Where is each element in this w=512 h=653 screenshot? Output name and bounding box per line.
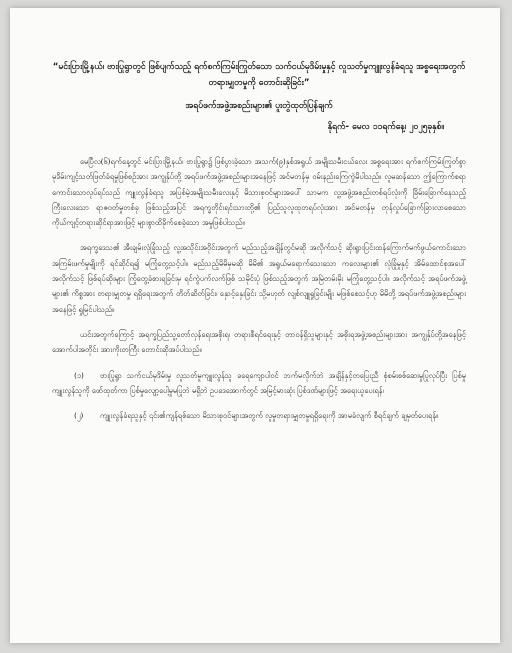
document-subheading: အရပ်ဖက်အဖွဲ့အစည်းများ၏ ပူးတွဲထုတ်ပြန်ချက် xyxy=(185,101,333,111)
demand-text: ကျူးလွန်ခံရသူနှင့် ၎င်း၏ကျန်ရစ်သော မိသားစုဝင်များအတွက် လူမှုတရားမျှတမှုရရှိရေးကို အာမခံလျက် စီရင်ချက် ချမှတ်ပေးရန်။ xyxy=(100,411,439,421)
body-paragraph: အရက္ခဒေသ၏ အီးချမ်းလုံခြုံသည့် လူ့အသိုင်းအဝိုင်းအတွက် မည်သည့်အချိန်တွင်မဆို အလိုက်သင့် ဆိုးရွားပြင်းထန်ကြောက်မက်ဖွယ်ကောင်းသော အကြမ်းဖက်မှုမျိုးကို ရင်ဆိုင်ရ၍ မကြုံတွေ့သင့်ပါ။ မည်သည့်မိမိမှမဆို မိမိ၏ အရွယ်မရောက်သေးသော ကလေးများ၏ လုံခြုံမှုနှင့် အိမ်ထောင်စုအပေါ် အလိုက်သင့် ဖြစ်ရပ်ဆိုးများ ကြုံတွေ့ခံစားရခြင်းမှ ရင်ကွဲပက်လက်ဖြစ် သမိုင်းပုံ ဖြစ်သည့်အတွက် အမြဲတမ်းမိုး မကြုံတွေ့သင့်ပါ။ အလိုက်သင့် အရပ်ဖက်အဖွဲ့များ၏ ကိစ္စအား တရားမျှတမှု ရရှိရေးအတွက် တိတ်ဆိတ်ခြင်း၊ နှောင့်နှေးခြင်း သို့မဟုတ် လျစ်လျူရှုခြင်းမျိုး မဖြစ်စေသင့်ဟု မိမိတို့ အရပ်ဖက်အဖွဲ့အစည်းများ အနေဖြင့် ရှုမြင်ပါသည်။ xyxy=(52,243,466,314)
demand-text: ဗားပြုရွာ သက်ငယ်မုဒိမ်းမှု လူသတ်မှုကျူးလွန်သူ ခရေကျောပါဝင် ဘက်မလိုက်ဘဲ အချိန်နှင့်တပြေးညီ စုံစမ်းစစ်ဆေးမှုပြုလုပ်ပြီး ပြစ်မှုကျူးလွန်သူကို ဖော်ထုတ်ကာ ပြစ်မှုလျော့ပေါ့မှုမပြုဘဲ မရှိဘဲ ဥပဒေအောက်တွင် အမြင့်မားဆုံး ပြစ်ဒဏ်များဖြင့် အရေးယူပေးရန်၊ xyxy=(52,370,466,395)
document-headline: “မင်းပြားမြို့နယ်၊ ဗားပြုရွာတွင် ဖြစ်ပျက်သည့် ရက်စက်ကြမ်းကြုတ်သော သက်ငယ်မုဒိမ်းမှုနှင့် လူသတ်မှုကျူးလွန်ခံရသူ အစ္စရေးအတွက် တရားမျှတမှုကို တောင်းဆိုခြင်း” xyxy=(52,62,466,88)
demand-number: (၁) xyxy=(74,370,84,380)
demand-item xyxy=(52,408,466,423)
document-page xyxy=(10,8,500,643)
document-date: နိုရက်- မေလ ၁၁ရက်နေ့၊ ၂၀၂၅ခုနှစ်။ xyxy=(327,122,444,132)
demand-number: (၂) xyxy=(74,411,84,421)
body-paragraph: ယင်းအတွက်ကြောင့် အရက္ခပြည်သူ့တော်လှန်ရေးအစိုးရ၊ တရားစီရင်ရေးနှင့် တာဝန်ရှိသူများနှင့် အစိုးရအဖွဲ့အစည်းများအား အကျွန်ုပ်တို့အနေဖြင့် အောက်ပါအတိုင်း အားကိုးတကြီး တောင်းဆိုအပ်ပါသည်။ xyxy=(52,329,466,355)
demand-item xyxy=(52,368,466,399)
body-paragraph: မေပြီလ(၆)ရက်နေ့တွင် မင်းပြားမြို့နယ်၊ ဗားပြုရွာ၌ ဖြစ်ပွားခဲ့သော အသက်(၉)နှစ်အရွယ် အမျိုးသမီးငယ်လေး အစ္စရေးအား ရက်စက်ကြမ်းကြုတ်စွာ မုဒိမ်းကျင့်သတ်ဖြတ်ခံရမှုဖြစ်စဉ်အား အကျွန်ုပ်တို့ အရပ်ဖက်အဖွဲ့အစည်းများအနေဖြင့် အင်မတန်မှ ဝမ်းနည်းကြေကွဲမိပါသည်။ လူမဆန်သော ဤကြောက်စရာကောင်းသောလုပ်ရပ်သည် ကျူးလွန်ခံရသူ အပြစ်မဲ့အမျိုးသမီးလေးနှင့် မိသားစုဝင်များအပေါ် သာမက လူ့အဖွဲ့အစည်းတစ်ရပ်လုံးကို ခြိမ်းခြောက်နေသည့် ကြီးလေးသော ရာဇဝတ်မှုတစ်ခု ဖြစ်သည့်အပြင် အရက္ခတိုင်းရင်းသားတို့၏ ပြည်သူလူထုတရပ်လုံးအား အင်မတန်မှ တုန်လှုပ်ခြောက်ခြားလာစေသော ကိုယ်ကျင့်တရားဆိုင်ရာအားဖြင့် များစွာထိခိုက်စေခဲ့သော အမှုဖြစ်ပါသည်။ xyxy=(52,157,466,228)
